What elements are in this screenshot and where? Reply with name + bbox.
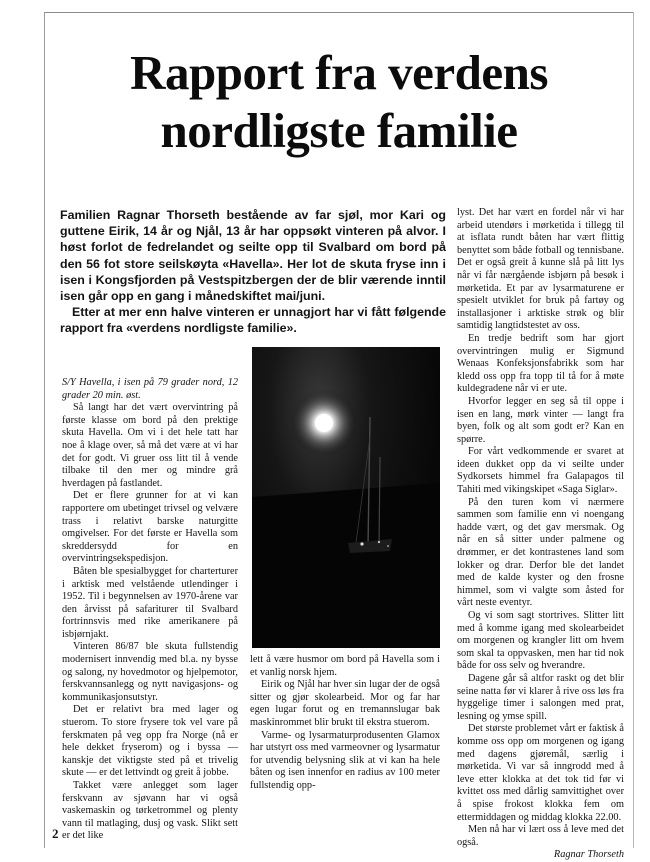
headline-line-1: Rapport fra verdens <box>130 45 548 100</box>
article-column-left <box>62 377 238 843</box>
body-paragraph: Hvorfor legger en seg så til oppe i isen en lang, mørk vinter — langt fra byen, folk og alt som godt er? Kan en spørre. <box>457 395 624 445</box>
article-column-right <box>457 207 624 862</box>
dateline: S/Y Havella, i isen på 79 grader nord, 12 grader 20 min. øst. <box>62 377 238 401</box>
body-paragraph: Varme- og lysarmaturprodusenten Glamox har utstyrt oss med varmeovner og lysarmatur for utvendig belysning slik at vi kan ha hele båten og isen innenfor en radius av 100 meter fullstendig opp- <box>250 729 440 791</box>
body-paragraph: lett å være husmor om bord på Havella som i et vanlig norsk hjem. <box>250 654 440 678</box>
body-paragraph: Og vi som sagt stortrives. Slitter litt med å komme igang med skolearbeidet om morgenen og krangler litt om hvem som skal ta oppvasken, men har tid nok både for oss selv og hverandre. <box>457 610 624 672</box>
body-paragraph: For vårt vedkommende er svaret at ideen dukket opp da vi seilte under Sydkorsets himmel fra Galapagos til Tahiti med vikingskipet «Saga Siglar». <box>457 446 624 496</box>
night-photo-boat-in-ice <box>252 347 440 648</box>
body-paragraph: Men nå har vi lært oss å leve med det også. <box>457 824 624 848</box>
body-paragraph: Det er flere grunner for at vi kan rapportere om ubetinget trivsel og velvære trass i relativt barske naturgitte omgivelser. For det første er Havella som skreddersydd for en overvintringsekspedisjon. <box>62 490 238 565</box>
body-paragraph: Det største problemet vårt er faktisk å komme oss opp om morgenen og igang med dagens gjøremål, særlig i mørketida. Vi var så inngrodd med å leve etter klokka at det tok tid før vi kvittet oss med dårlig samvittighet over å spise frokost klokka fem om ettermiddagen og middag klokka 22.00. <box>457 723 624 823</box>
body-paragraph: Båten ble spesialbygget for charterturer i arktisk med velstående utlendinger i 1952. Til i begynnelsen av 1970-årene var den årvisst på safariturer til Svalbard fortrinnsvis med rike amerikanere på isbjørnjakt. <box>62 565 238 640</box>
body-paragraph: På den turen kom vi nærmere sammen som familie enn vi noengang hadde vært, og det gav mersmak. Og når en så sitter under palmene og drømmer, er det kontrastenes land som lokker og drar. Derfor ble det landet med de kalde kyster og den frosne himmel, som vi valgte som åsted for vårt neste eventyr. <box>457 496 624 609</box>
body-paragraph: Så langt har det vært overvintring på første klasse om bord på den prektige skuta Havella. Om vi i det hele tatt har noe å klage over, så må det være at vi har det for godt. Vi gruer oss litt til å vende tilbake til den mer og mindre grå hverdagen på fastlandet. <box>62 402 238 489</box>
body-paragraph: lyst. Det har vært en fordel når vi har arbeid utendørs i mørketida i tillegg til at isflata rundt båten har vært flittig benyttet som både fotball og tennisbane. Det er også greit å kunne slå på litt lys når vi får nærgående isbjørn på besøk i mørketida. Et par av lysarmaturene er spesielt utviklet for bruk på fartøy og installasjoner i arktiske strøk og blir samtidig langtidstestet av oss. <box>457 207 624 332</box>
body-paragraph: En tredje bedrift som har gjort overvintringen mulig er Sigmund Wenaas Konfeksjonsfabrikk som har kledd oss opp fra topp til tå for å møte kuldegradene når vi er ute. <box>457 332 624 395</box>
photo-illustration <box>252 347 440 648</box>
body-paragraph: Dagene går så altfor raskt og det blir seine natta før vi klarer å rive oss løs fra hyggelige timer i salongen med prat, lesning og ymse spill. <box>457 672 624 722</box>
body-paragraph: Eirik og Njål har hver sin lugar der de også sitter og gjør skolearbeid. Mor og far har egen lugar forut og en tremannslugar bak maskinrommet blir brukt til ekstra stuerom. <box>250 679 440 728</box>
headline-line-2: nordligste familie <box>160 103 518 158</box>
body-paragraph: Takket være anlegget som lager ferskvann av sjøvann har vi også vaskemaskin og tørketrommel og plenty vann til matlaging, dusj og vask. Slikt sett er det like <box>62 780 238 842</box>
page-number: 2 <box>52 826 59 841</box>
body-paragraph: Vinteren 86/87 ble skuta fullstendig modernisert innvendig med bl.a. ny bysse og salong, ny hovedmotor og hjelpemotor, ferskvannsanlegg og nytt navigasjons- og kommunikasjonsutstyr. <box>62 641 238 703</box>
intro-paragraph: Familien Ragnar Thorseth bestående av far sjøl, mor Kari og guttene Eirik, 14 år og Njål, 13 år har oppsøkt vinteren på alvor. I høst forlot de fedrelandet og seilte opp til Svalbard om bord på den 56 fot store seilskøyta «Havella». Her lot de skuta fryse inn i isen i Kongsfjorden på Vestspitzbergen der de blir værende inntil isen går opp en gang i månedskiftet mai/juni. <box>60 208 446 304</box>
top-rule <box>44 12 634 13</box>
body-paragraph: Det er relativt bra med lager og stuerom. To store frysere tok vel vare på ferskmaten på veg opp fra Norge (nå er hele dekket fryserom) og i byssa — kanskje det viktigste sted på et trivelig skute — er det lettvindt og greit å jobbe. <box>62 704 238 779</box>
article-column-middle <box>250 654 440 793</box>
author-signature: Ragnar Thorseth <box>553 849 624 861</box>
intro-paragraph-2: Etter at mer enn halve vinteren er unnagjort har vi fått følgende rapport fra «verdens nordligste familie». <box>60 305 446 336</box>
